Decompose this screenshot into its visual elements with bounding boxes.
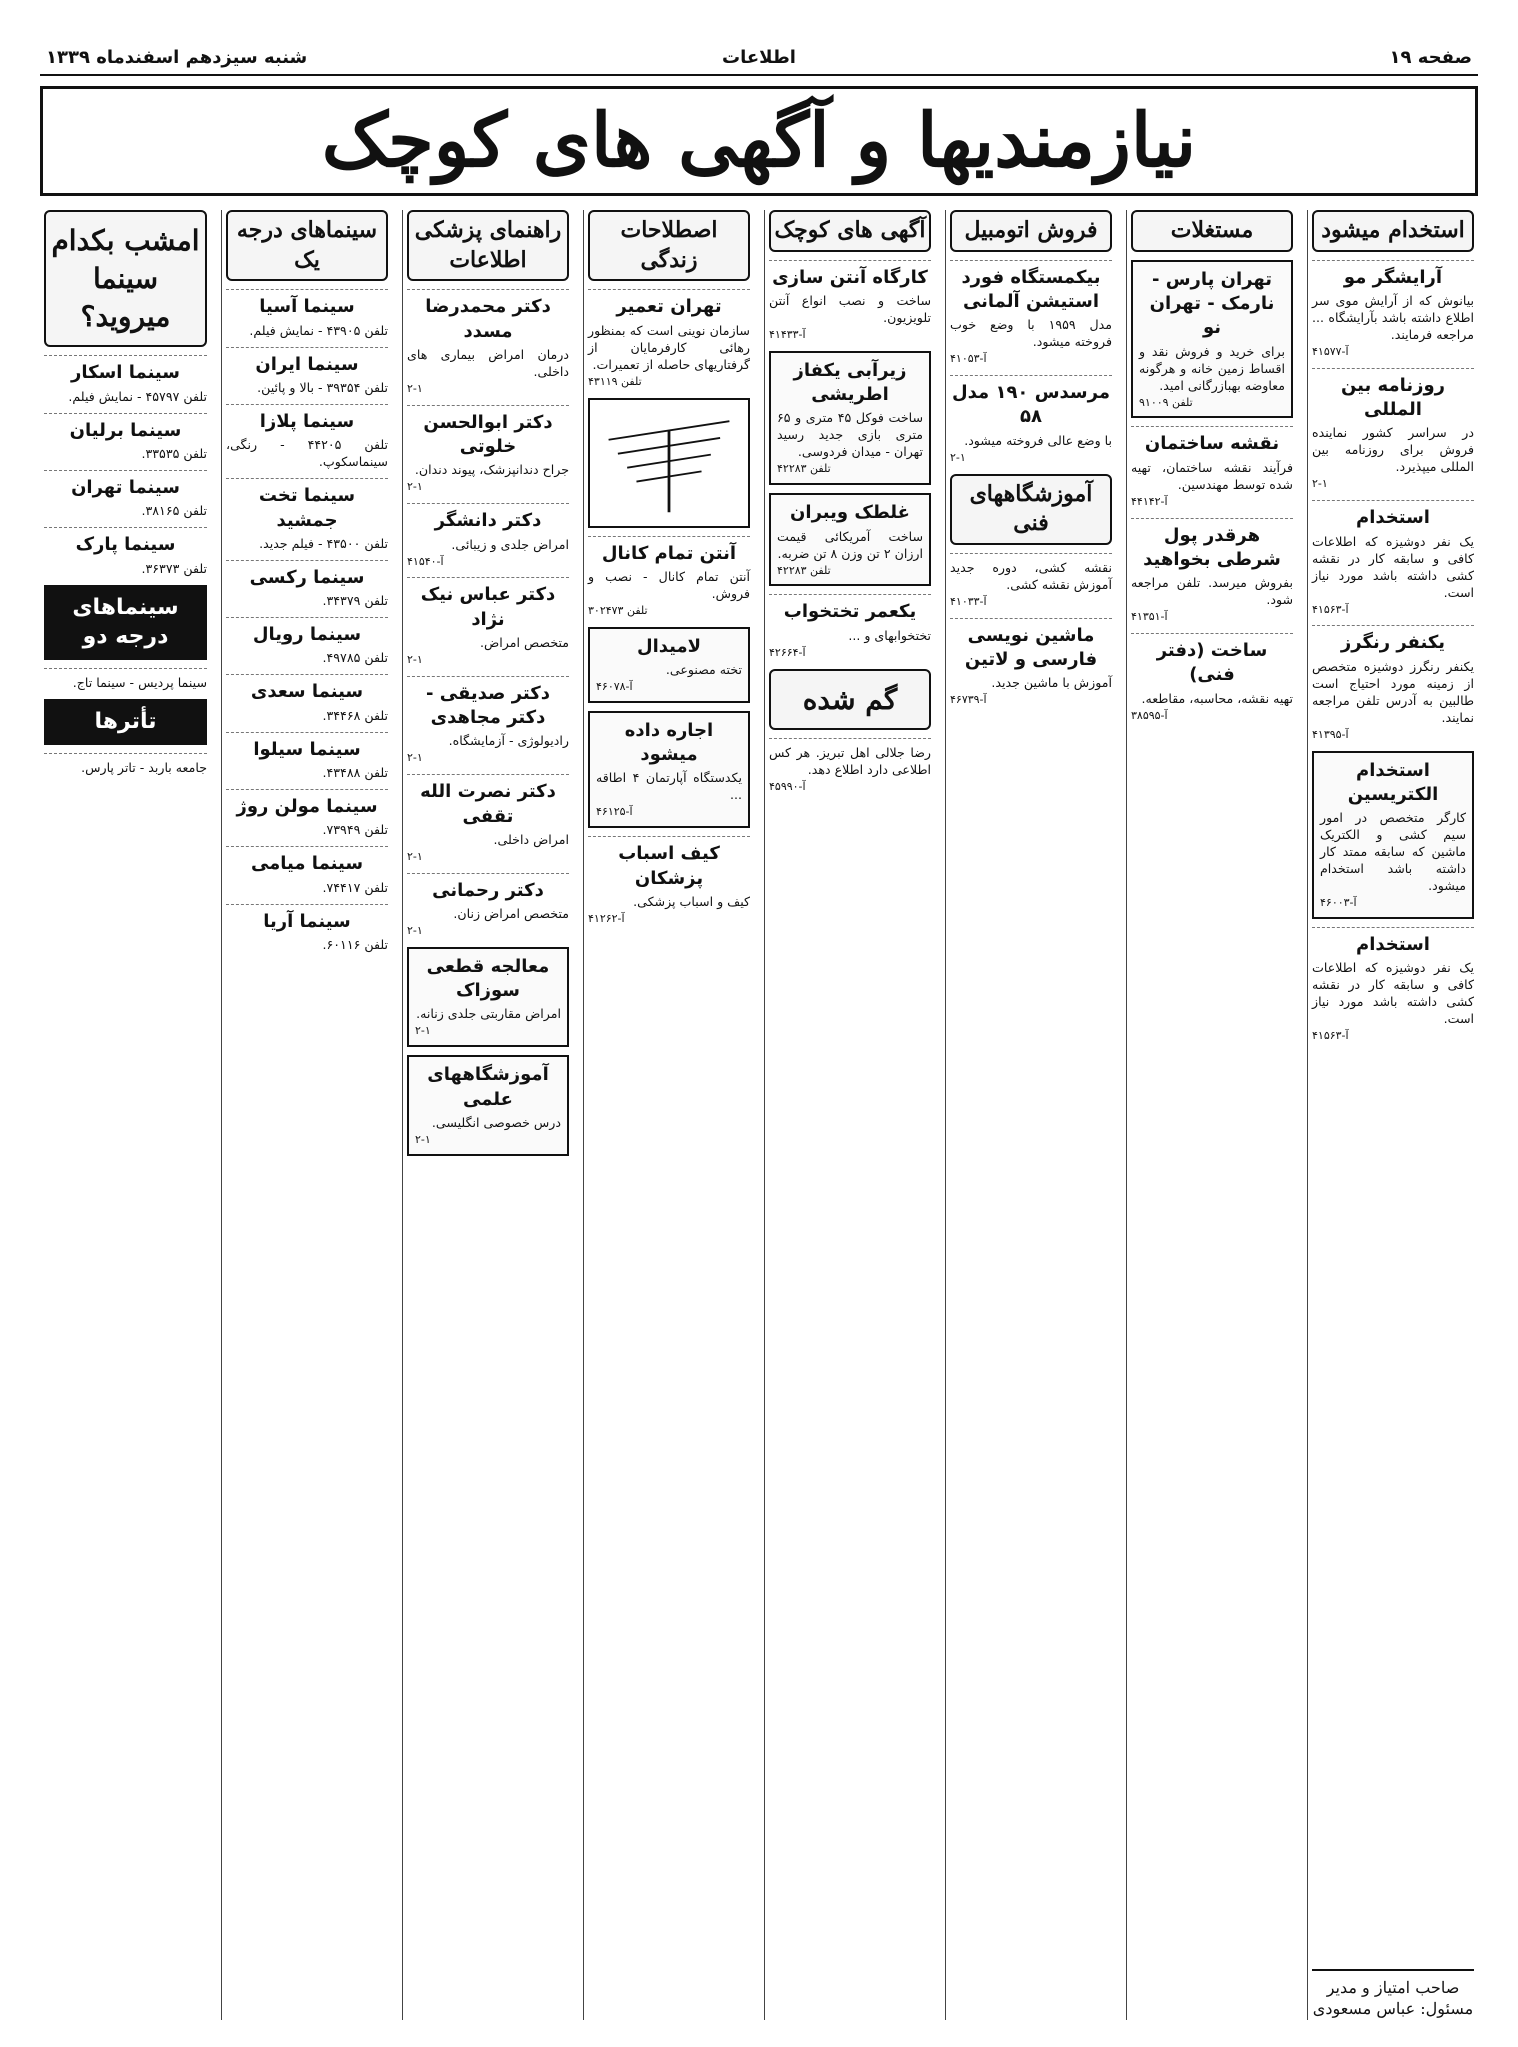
ad-title: استخدام (1356, 507, 1430, 529)
section-title-cars: فروش اتومبیل (950, 210, 1112, 252)
classified-ad (769, 493, 931, 586)
ad-text: ساخت و نصب انواع آنتن تلویزیون. (769, 292, 931, 325)
cinema-listing (226, 478, 388, 552)
classified-ad (407, 405, 569, 495)
ad-title: ماشین نویسی فارسی و لاتین (964, 624, 1098, 671)
ad-title: دکتر دانشگر (434, 510, 542, 532)
ad-code: آ-۴۱۰۵۳ (950, 352, 987, 366)
classified-ad (950, 553, 1112, 610)
ad-text: کارگر متخصص در امور سیم کشی و الکتریک ماشین که سابقه ممتد کار داشته باشد استخدام میشود. (1320, 810, 1466, 894)
ad-code: آ-۴۶۷۳۹ (950, 693, 987, 707)
ad-text: ساخت آمریکائی قیمت ارزان ۲ تن وزن ۸ تن ضربه. (777, 528, 923, 561)
cinema-listing (226, 560, 388, 609)
antenna-icon (588, 398, 750, 528)
classified-ad (1312, 751, 1474, 919)
classified-ad (1312, 260, 1474, 360)
ad-text: تختخوابهای و ... (848, 627, 931, 643)
ad-code: آ-۴۱۳۵۱ (1131, 610, 1168, 624)
cinema-listing (44, 355, 207, 404)
ad-text: کیف و اسباب پزشکی. (633, 893, 750, 909)
cinema-details: تلفن ۳۸۱۶۵. (141, 503, 207, 519)
column-cinema-tonight (40, 210, 211, 2020)
section-title-medical: راهنمای پزشکی اطلاعات (407, 210, 569, 281)
ad-text: سازمان نوینی است که بمنظور رهائی کارفرمایان از گرفتاریهای حاصله از تعمیرات. (588, 322, 750, 372)
ad-code: آ-۴۴۱۴۲ (1131, 494, 1168, 508)
page-header (40, 40, 1478, 76)
cinema-listing (226, 674, 388, 723)
classified-ad (407, 1055, 569, 1155)
ad-title: یکعمر تختخواب (783, 601, 917, 623)
section-title-text: گم شده (802, 682, 898, 716)
ad-title: کیف اسباب پزشکان (618, 843, 720, 889)
cinema-listing (226, 846, 388, 895)
cinema-details: تلفن ۷۳۹۴۹. (322, 822, 388, 838)
cinema-listing (226, 289, 388, 338)
ad-title: آرایشگر مو (1343, 266, 1443, 288)
section-title-life-services: اصطلاحات زندگی (588, 210, 750, 281)
ad-code: تلفن ۹۱۰۰۹ (1139, 395, 1193, 409)
cinema-details: تلفن ۴۳۹۰۵ - نمایش فیلم. (249, 322, 388, 338)
ad-text: رادیولوژی - آزمایشگاه. (448, 733, 569, 749)
column-small-ads (764, 210, 935, 2020)
ad-text: بفروش میرسد. تلفن مراجعه شود. (1131, 575, 1293, 608)
cinema-name: سینما رکسی (249, 566, 365, 588)
cinema-details: تلفن ۴۳۴۸۸. (322, 765, 388, 781)
classified-ad (407, 873, 569, 939)
ad-code: آ-۴۱۳۹۵ (1312, 727, 1349, 741)
ad-text: درمان امراض بیماری های داخلی. (407, 346, 569, 379)
cinema-name: سینما مولن روژ (236, 796, 378, 818)
classified-ad (407, 947, 569, 1047)
ad-title: ساخت (دفتر فنی) (1156, 640, 1268, 686)
ad-title: نقشه ساختمان (1144, 433, 1280, 455)
classified-ad (769, 594, 931, 660)
ad-text: رضا جلالی اهل تبریز. هر کس اطلاعی دارد اطلاع دهد. (769, 745, 931, 778)
theater-details: جامعه باربد - تاتر پارس. (81, 759, 207, 775)
ad-code: ۲-۱ (415, 1024, 431, 1038)
issue-date: شنبه سیزدهم اسفندماه ۱۳۳۹ (46, 46, 308, 68)
ad-code: آ-۴۱۵۴۰ (407, 554, 444, 568)
cinema-details: تلفن ۴۹۷۸۵. (322, 650, 388, 666)
ad-text: با وضع عالی فروخته میشود. (964, 432, 1112, 448)
ad-code: ۲-۱ (407, 751, 423, 765)
cinema-listing (226, 617, 388, 666)
cinema-details: تلفن ۴۳۵۰۰ - فیلم جدید. (259, 535, 388, 551)
ad-text: برای خرید و فروش نقد و اقساط زمین خانه و هرگونه معاوضه بهبازرگانی امید. (1139, 343, 1285, 393)
cinema-details: تلفن ۳۴۴۶۸. (322, 707, 388, 723)
ad-text: آنتن تمام کانال - نصب و فروش. (588, 568, 750, 601)
ad-code: ۲-۱ (950, 450, 966, 464)
ad-code: تلفن ۳۰۲۴۷۳ (588, 603, 648, 617)
column-cars (945, 210, 1116, 2020)
cinema-listing (226, 904, 388, 953)
classified-ad (950, 260, 1112, 367)
ad-text: یک نفر دوشیزه که اطلاعات کافی و سابقه کار در نقشه کشی داشته باشد مورد نیاز است. (1312, 960, 1474, 1027)
cinema-listing (44, 470, 207, 519)
column-cinemas-first-class (221, 210, 392, 2020)
ad-text: بیانوش که از آرایش موی سر اطلاع داشته باشد بآرایشگاه ... مراجعه فرمایند. (1312, 292, 1474, 342)
classified-ad (407, 774, 569, 864)
cinema-details: تلفن ۴۵۷۹۷ - نمایش فیلم. (68, 388, 207, 404)
cinema-details: تلفن ۳۶۳۷۳. (141, 560, 207, 576)
section-title-lost (769, 669, 931, 731)
ad-title: روزنامه بین المللی (1340, 374, 1446, 421)
classified-columns (40, 210, 1478, 2020)
ad-title: معالجه قطعی سوزاک (426, 955, 550, 1002)
ad-title: دکتر محمدرضا مسدد (425, 296, 551, 342)
ad-code: آ-۴۱۲۶۲ (588, 911, 625, 925)
newspaper-page (40, 40, 1478, 2020)
classified-ad (1131, 426, 1293, 509)
ad-code: آ-۴۶۱۲۵ (596, 805, 633, 819)
ad-code: آ-۴۵۹۹۰ (769, 780, 806, 794)
ad-text: در سراسر کشور نماینده فروش برای روزنامه بین المللی میپذیرد. (1312, 425, 1474, 475)
ad-title: دکتر صدیقی - دکتر مجاهدی (426, 682, 550, 729)
ad-text: تخته مصنوعی. (665, 661, 742, 677)
ad-title: لامیدال (636, 635, 702, 657)
classified-ad (769, 738, 931, 795)
cinema-name: سینما پلازا (259, 410, 355, 432)
section-title-text: آموزشگاههای فنی (969, 480, 1093, 537)
classified-ad (588, 289, 750, 389)
column-employment (1307, 210, 1478, 2020)
cinema-details: تلفن ۴۴۲۰۵ - رنگی، سینماسکوپ. (226, 437, 388, 470)
section-title-text: سینماهای درجه دو (72, 594, 179, 650)
column-life-services (583, 210, 754, 2020)
classified-ad (588, 536, 750, 619)
ad-text: تهیه نقشه، محاسبه، مقاطعه. (1141, 690, 1293, 706)
ad-text: نقشه کشی، دوره جدید آموزش نقشه کشی. (950, 559, 1112, 592)
cinema-details: تلفن ۳۹۳۵۴ - بالا و پائین. (257, 379, 388, 395)
section-title-real-estate: مستغلات (1131, 210, 1293, 252)
cinema-name: سینما اسکار (71, 362, 180, 384)
ad-text: یکدستگاه آپارتمان ۴ اطاقه ... (596, 770, 742, 803)
page-banner-title: نیازمندیها و آگهی های کوچک (40, 86, 1478, 196)
ad-code: ۲-۱ (407, 924, 423, 937)
classified-ad (407, 289, 569, 396)
section-title-text: تأترها (94, 708, 157, 734)
classified-ad (950, 618, 1112, 708)
section-title-second-class-cinemas (44, 585, 207, 660)
cinema-name: سینما آریا (263, 910, 351, 932)
page-number: صفحه ۱۹ (1389, 46, 1472, 68)
ad-code: ۲-۱ (407, 480, 423, 494)
cinema-listing (226, 789, 388, 838)
ad-text: آموزش با ماشین جدید. (991, 675, 1112, 691)
ad-code: آ-۴۶۰۷۸ (596, 679, 633, 693)
column-medical (402, 210, 573, 2020)
ad-code: آ-۴۱۰۳۳ (950, 594, 987, 608)
section-title-tonight: امشب بکدام سینما میروید؟ (44, 210, 207, 347)
ad-title: زیرآبی یکفاز اطریشی (793, 359, 907, 406)
classified-ad (1312, 368, 1474, 492)
classified-ad (1131, 260, 1293, 419)
classified-ad (1312, 927, 1474, 1044)
cinema-details: سینما پردیس - سینما تاج. (72, 674, 207, 690)
ad-title: آموزشگاههای علمی (427, 1064, 549, 1110)
classified-ad (1131, 518, 1293, 625)
classified-ad (950, 375, 1112, 465)
ad-code: آ-۴۱۵۷۷ (1312, 344, 1349, 358)
ad-code: تلفن ۴۲۲۸۳ (777, 462, 831, 476)
classified-ad (588, 627, 750, 703)
ad-title: تهران تعمیر (616, 296, 722, 318)
section-title-employment: استخدام میشود (1312, 210, 1474, 252)
classified-ad (769, 260, 931, 343)
classified-ad (407, 577, 569, 667)
classified-ad (588, 711, 750, 828)
cinema-name: سینما میامی (250, 853, 364, 875)
ad-title: دکتر ابوالحسن خلوتی (423, 411, 553, 458)
ad-text: متخصص امراض. (480, 634, 569, 650)
ad-title: کارگاه آنتن سازی (772, 266, 928, 288)
ad-code: ۲-۱ (407, 381, 423, 395)
theater-listing (44, 753, 207, 776)
cinema-name: سینما ایران (255, 353, 359, 375)
ad-code: تلفن ۴۳۱۱۹ (588, 374, 642, 388)
section-title-theaters (44, 699, 207, 745)
ad-text: امراض داخلی. (493, 831, 569, 847)
ad-title: مرسدس ۱۹۰ مدل ۵۸ (952, 382, 1110, 428)
classified-ad (769, 351, 931, 485)
cinema-listing (226, 404, 388, 470)
cinema-listing (226, 347, 388, 396)
ad-title: دکتر نصرت الله تقفی (420, 781, 556, 827)
ad-title: استخدام (1356, 933, 1430, 955)
ad-text: مدل ۱۹۵۹ با وضع خوب فروخته میشود. (950, 317, 1112, 350)
section-title-training (950, 474, 1112, 545)
ad-title: دکتر عباس نیک نژاد (420, 584, 556, 630)
ad-text: امراض جلدی و زیبائی. (451, 536, 569, 552)
ad-code: تلفن ۴۲۲۸۳ (777, 563, 831, 577)
ad-code: آ-۴۱۴۳۳ (769, 327, 806, 341)
classified-ad (1312, 500, 1474, 617)
cinema-name: سینما سیلوا (253, 738, 361, 760)
cinema-listing (44, 668, 207, 691)
ad-title: هرقدر پول شرطی بخواهید (1143, 524, 1281, 570)
cinema-name: سینما برلیان (69, 419, 182, 441)
cinema-details: تلفن ۳۴۳۷۹. (322, 593, 388, 609)
ad-title: تهران پارس - نارمک - تهران نو (1149, 268, 1275, 339)
ad-text: یک نفر دوشیزه که اطلاعات کافی و سابقه کار در نقشه کشی داشته باشد مورد نیاز است. (1312, 533, 1474, 600)
ad-text: جراح دندانپزشک، پیوند دندان. (414, 462, 569, 478)
ad-title: غلطک ویبران (790, 502, 910, 524)
ad-text: ساخت فوکل ۴۵ متری و ۶۵ متری بازی جدید رسید تهران - میدان فردوسی. (777, 410, 923, 460)
cinema-name: سینما سعدی (250, 681, 364, 703)
newspaper-name: اطلاعات (722, 46, 796, 68)
ad-code: ۲-۱ (1312, 477, 1328, 491)
classified-ad (1312, 625, 1474, 742)
ad-text: امراض مقاربتی جلدی زنانه. (416, 1006, 561, 1022)
classified-ad (407, 503, 569, 569)
cinema-name: سینما رویال (252, 624, 362, 646)
ad-title: دکتر رحمانی (432, 879, 544, 901)
classified-ad (407, 676, 569, 766)
cinema-listing (44, 413, 207, 462)
section-title-small-ads: آگهی های کوچک (769, 210, 931, 252)
ad-code: آ-۳۸۵۹۵ (1131, 708, 1168, 722)
cinema-name: سینما پارک (75, 534, 176, 556)
ad-title: بیکمستگاه فورد استیشن آلمانی (961, 266, 1101, 312)
ad-code: آ-۴۱۵۶۳ (1312, 602, 1349, 616)
cinema-details: تلفن ۷۴۴۱۷. (322, 879, 388, 895)
cinema-listing (44, 527, 207, 576)
ad-text: فرآیند نقشه ساختمان، تهیه شده توسط مهندسین. (1131, 459, 1293, 492)
cinema-details: تلفن ۶۰۱۱۶. (322, 936, 388, 952)
cinema-details: تلفن ۳۳۵۳۵. (141, 445, 207, 461)
cinema-name: سینما آسیا (259, 296, 355, 318)
publisher-signature: صاحب امتیاز و مدیر مسئول: عباس مسعودی (1312, 1969, 1474, 2020)
ad-code: ۲-۱ (415, 1132, 431, 1146)
ad-text: متخصص امراض زنان. (453, 906, 569, 921)
ad-title: اجاره داده میشود (624, 719, 714, 766)
ad-title: یکنفر رنگرز (1340, 632, 1446, 654)
classified-ad (588, 836, 750, 926)
cinema-name: سینما تهران (71, 476, 180, 498)
ad-code: ۲-۱ (407, 652, 423, 666)
ad-text: یکنفر رنگرز دوشیزه متخصص از زمینه مورد احتیاج است طالبین به آدرس تلفن مراجعه نمایند. (1312, 658, 1474, 725)
classified-ad (1131, 633, 1293, 723)
section-title-cinemas-first: سینماهای درجه یک (226, 210, 388, 281)
ad-code: آ-۴۲۶۶۴ (769, 645, 806, 659)
ad-code: ۲-۱ (407, 849, 423, 863)
cinema-listing (226, 732, 388, 781)
ad-text: درس خصوصی انگلیسی. (431, 1114, 561, 1130)
ad-code: آ-۴۱۵۶۳ (1312, 1029, 1349, 1043)
cinema-name: سینما تخت جمشید (258, 485, 356, 531)
ad-title: استخدام الکتریسین (1347, 759, 1439, 805)
ad-title: آنتن تمام کانال (601, 542, 737, 564)
ad-code: آ-۴۶۰۰۳ (1320, 896, 1357, 910)
column-real-estate (1126, 210, 1297, 2020)
